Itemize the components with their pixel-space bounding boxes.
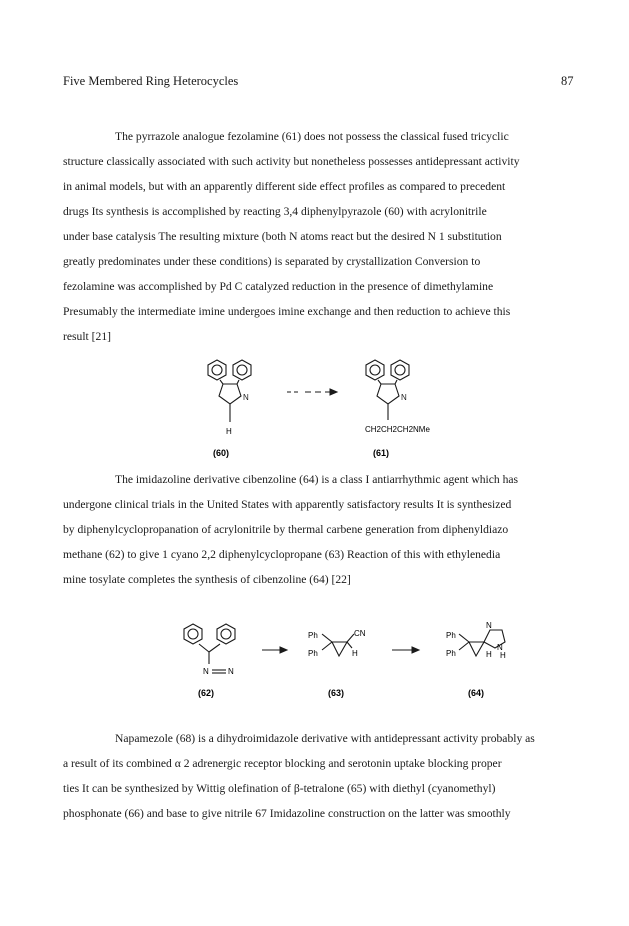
reaction-arrow-1: [287, 389, 337, 395]
text-line: methane (62) to give 1 cyano 2,2 diphenylcyclopropane (63) Reaction of this with ethylenedia: [63, 548, 501, 561]
paragraph-napamezole: [63, 726, 603, 826]
substituent-label: CH2CH2CH2NMe: [365, 425, 430, 434]
paragraph-fezolamine: [63, 124, 603, 349]
text-line: structure classically associated with such activity but nonetheless possesses antidepressant activity: [63, 155, 520, 168]
atom-label: Ph: [446, 649, 456, 658]
text-line: mine tosylate completes the synthesis of cibenzoline (64) [22]: [63, 573, 351, 586]
text-line: in animal models, but with an apparently different side effect profiles as compared to precedent: [63, 180, 506, 193]
paragraph-cibenzoline: [63, 467, 603, 592]
compound-label-64: (64): [468, 688, 485, 698]
compound-label-63: (63): [328, 688, 345, 698]
atom-label: N: [401, 393, 407, 402]
compound-60-structure: [208, 360, 251, 422]
text-line: drugs Its synthesis is accomplished by reacting 3,4 diphenylpyrazole (60) with acrylonitrile: [63, 205, 487, 218]
substituent-label: H: [226, 427, 232, 436]
compound-62-structure: [184, 624, 235, 673]
text-line: Presumably the intermediate imine undergoes imine exchange and then reduction to achieve this: [63, 305, 511, 318]
running-header: Five Membered Ring Heterocycles: [63, 74, 239, 88]
reaction-scheme-fezolamine: [0, 352, 629, 462]
compound-label-61: (61): [373, 448, 390, 458]
atom-label: Ph: [446, 631, 456, 640]
atom-label: Ph: [308, 631, 318, 640]
compound-61-structure: [366, 360, 409, 420]
text-line: The pyrrazole analogue fezolamine (61) does not possess the classical fused tricyclic: [115, 130, 509, 143]
atom-label: Ph: [308, 649, 318, 658]
atom-label: CN: [354, 629, 366, 638]
text-line: fezolamine was accomplished by Pd C catalyzed reduction in the presence of dimethylamine: [63, 280, 494, 293]
scheme-1-svg: [0, 352, 629, 462]
page-number: 87: [561, 74, 574, 88]
reaction-scheme-cibenzoline: [0, 612, 629, 702]
atom-label: N: [228, 667, 234, 676]
atom-label: N: [486, 621, 492, 630]
text-line: The imidazoline derivative cibenzoline (64) is a class I antiarrhythmic agent which has: [115, 473, 519, 486]
atom-label: N: [243, 393, 249, 402]
text-line: undergone clinical trials in the United States with apparently satisfactory results It is synthesized: [63, 498, 512, 511]
compound-63-structure: [322, 634, 354, 656]
atom-label: H: [352, 649, 358, 658]
text-line: ties It can be synthesized by Wittig olefination of β-tetralone (65) with diethyl (cyanomethyl): [63, 782, 496, 795]
compound-label-60: (60): [213, 448, 230, 458]
atom-label: N: [203, 667, 209, 676]
text-line: result [21]: [63, 330, 111, 343]
atom-label: H: [500, 651, 506, 660]
text-line: Napamezole (68) is a dihydroimidazole derivative with antidepressant activity probably as: [115, 732, 535, 745]
text-line: by diphenylcyclopropanation of acrylonitrile by thermal carbene generation from diphenyldiazo: [63, 523, 509, 536]
reaction-arrow-2: [262, 647, 287, 653]
text-line: a result of its combined α 2 adrenergic receptor blocking and serotonin uptake blocking proper: [63, 757, 502, 770]
text-line: phosphonate (66) and base to give nitrile 67 Imidazoline construction on the latter was smoothly: [63, 807, 511, 820]
atom-label: N: [497, 643, 503, 652]
text-line: under base catalysis The resulting mixture (both N atoms react but the desired N 1 substitution: [63, 230, 502, 243]
atom-label: H: [486, 650, 492, 659]
text-line: greatly predominates under these conditions) is separated by crystallization Conversion to: [63, 255, 481, 268]
scheme-2-svg: [0, 612, 629, 702]
compound-label-62: (62): [198, 688, 215, 698]
reaction-arrow-3: [392, 647, 419, 653]
